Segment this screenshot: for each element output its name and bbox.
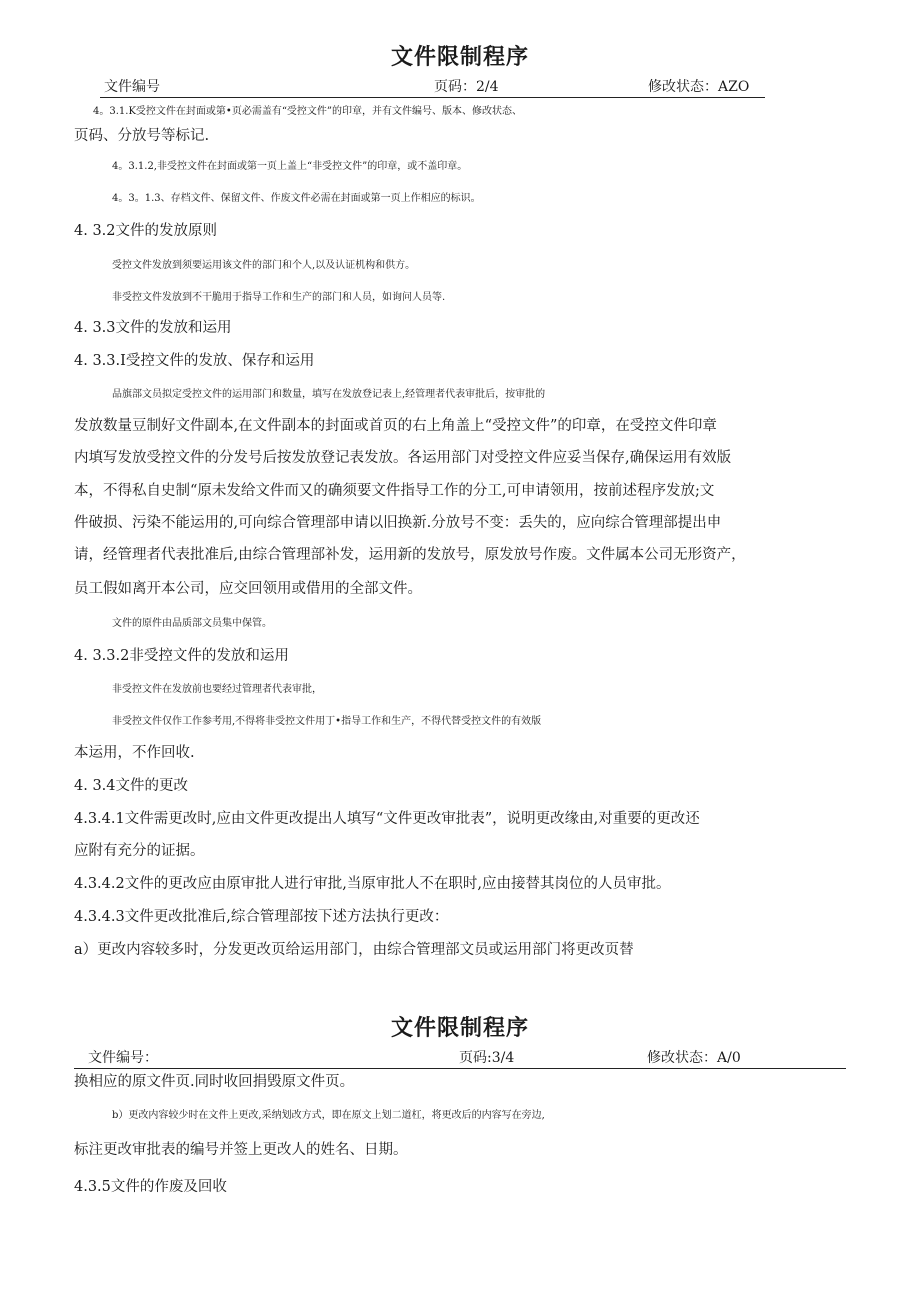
- paragraph-line: 4.3.4.2文件的更改应由原审批人进行审批,当原审批人不在职时,应由接替其岗位的人员审批。: [74, 876, 671, 892]
- paragraph-line: 本，不得私自史制“原未发给文件而又的确须要文件指导工作的分工,可申请领用，按前述程序发放;文: [74, 483, 715, 499]
- paragraph-line: 页码、分放号等标记.: [74, 128, 210, 144]
- paragraph-line: 请，经管理者代表批准后,由综合管理部补发，运用新的发放号，原发放号作废。文件属本公司无形资产，: [74, 547, 746, 563]
- section-heading: 4. 3.4文件的更改: [74, 778, 189, 794]
- paragraph-line: 非受控文件仅作工作参考用,不得将非受控文件用丁•指导工作和生产，不得代替受控文件的有效版: [112, 716, 542, 727]
- paragraph-line: 标注更改审批表的编号并签上更改人的姓名、日期。: [74, 1142, 408, 1158]
- paragraph-line: 4.3.4.3文件更改批准后,综合管理部按下述方法执行更改：: [74, 909, 449, 925]
- paragraph-line: 员工假如离开本公司，应交回领用或借用的全部文件。: [74, 581, 422, 597]
- paragraph-line: 非受控文件发放到不干脆用于指导工作和生产的部门和人员，如询问人员等.: [112, 292, 446, 303]
- page-number: 页码：2/4: [434, 79, 499, 95]
- paragraph-line: 文件的原件由品质部文员集中保管。: [112, 618, 272, 629]
- page-number: 页码:3/4: [459, 1050, 515, 1066]
- paragraph-line: 4。3.1.K受控文件在封面或第•页必需盖有“受控文件”的印章，并有文件编号、版本、修改状态、: [93, 106, 523, 117]
- paragraph-line: 发放数量豆制好文件副本,在文件副本的封面或首页的右上角盖上“受控文件”的印章，在受控文件印章: [74, 418, 717, 434]
- revision-status: 修改状态：AZO: [648, 79, 750, 95]
- doc-number-label: 文件编号: [104, 79, 160, 95]
- paragraph-line: 本运用，不作回收.: [74, 745, 195, 761]
- paragraph-line: 4.3.4.1文件需更改时,应由文件更改提出人填写“文件更改审批表”，说明更改缘由,对重要的更改还: [74, 811, 700, 827]
- paragraph-line: 非受控文件在发放前也要经过管理者代表审批，: [112, 684, 322, 695]
- doc-number-label: 文件编号：: [88, 1050, 158, 1066]
- paragraph-line: 换相应的原文件页.同时收回捐毁原文件页。: [74, 1074, 355, 1090]
- section-heading: 4. 3.3.I受控文件的发放、保存和运用: [74, 353, 315, 369]
- paragraph-line: 受控文件发放到须要运用该文件的部门和个人,以及认证机构和供方。: [112, 260, 416, 271]
- paragraph-line: 件破损、污染不能运用的,可向综合管理部申请以旧换新.分放号不变：丢失的，应向综合管理部提出申: [74, 515, 722, 531]
- page-title: 文件限制程序: [390, 45, 529, 70]
- section-heading: 4. 3.2文件的发放原则: [74, 223, 218, 239]
- paragraph-line: a）更改内容较多时，分发更改页给运用部门，由综合管理部文员或运用部门将更改页替: [74, 942, 634, 958]
- section-heading: 4. 3.3文件的发放和运用: [74, 320, 232, 336]
- paragraph-line: 应附有充分的证据。: [74, 843, 205, 859]
- page-header: [74, 1048, 846, 1069]
- section-heading: 4. 3.3.2非受控文件的发放和运用: [74, 648, 289, 664]
- paragraph-line: 品旗部文员拟定受控文件的运用部门和数量，填写在发放登记表上,经管理者代表审批后，按审批的: [112, 389, 546, 400]
- paragraph-line: 4。3.1.2,非受控文件在封面或第一页上盖上“非受控文件”的印章，或不盖印章。: [112, 161, 468, 172]
- paragraph-line: 内填写发放受控文件的分发号后按发放登记表发放。各运用部门对受控文件应妥当保存,确保运用有效版: [74, 450, 732, 466]
- page-header: [100, 77, 765, 98]
- paragraph-line: 4。3。1.3、存档文件、保留文件、作废文件必需在封面或第一页上作相应的标识。: [112, 193, 481, 204]
- section-heading: 4.3.5文件的作废及回收: [74, 1179, 227, 1195]
- page-title: 文件限制程序: [390, 1016, 529, 1041]
- paragraph-line: b）更改内容较少时在文件上更改,采纳划改方式，即在原文上划二道杠，将更改后的内容写在旁边,: [112, 1110, 545, 1121]
- revision-status: 修改状态：A/0: [647, 1050, 741, 1066]
